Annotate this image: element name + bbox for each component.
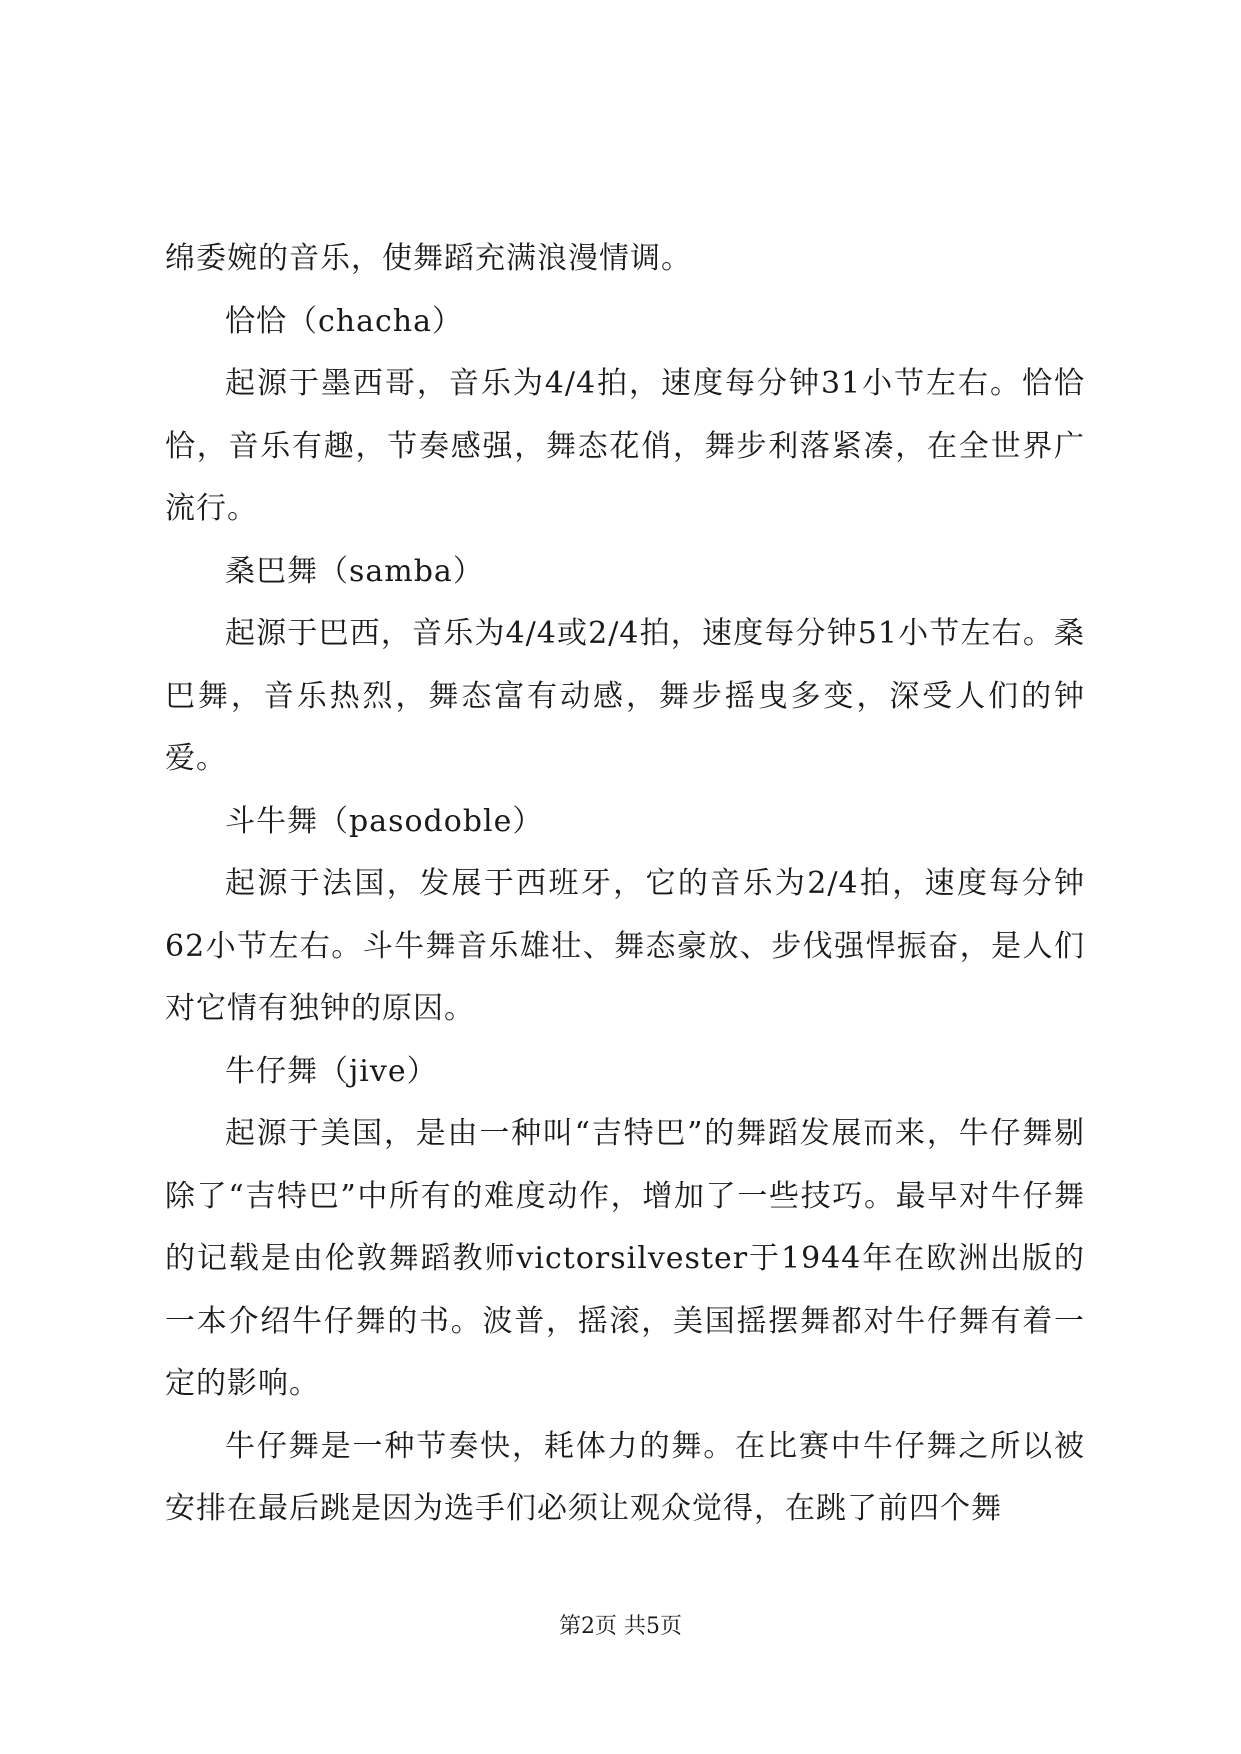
paragraph-continuation: 绵委婉的音乐，使舞蹈充满浪漫情调。 [165, 241, 692, 276]
heading-chacha: 恰恰（chacha） [225, 303, 464, 339]
heading-samba: 桑巴舞（samba） [225, 553, 484, 589]
heading-pasodoble: 斗牛舞（pasodoble） [225, 803, 544, 839]
paragraph-chacha: 起源于墨西哥，音乐为4/4拍，速度每分钟31小节左右。恰恰恰，音乐有趣，节奏感强，舞态花俏，舞步利落紧凑，在全世界广流行。 [165, 366, 1085, 526]
heading-jive: 牛仔舞（jive） [225, 1053, 438, 1089]
paragraph-jive-competition: 牛仔舞是一种节奏快，耗体力的舞。在比赛中牛仔舞之所以被安排在最后跳是因为选手们必须让观众觉得，在跳了前四个舞 [165, 1428, 1085, 1526]
body-text [165, 228, 1085, 1541]
paragraph-samba: 起源于巴西，音乐为4/4或2/4拍，速度每分钟51小节左右。桑巴舞，音乐热烈，舞态富有动感，舞步摇曳多变，深受人们的钟爱。 [165, 616, 1085, 776]
paragraph-pasodoble: 起源于法国，发展于西班牙，它的音乐为2/4拍，速度每分钟62小节左右。斗牛舞音乐雄壮、舞态豪放、步伐强悍振奋，是人们对它情有独钟的原因。 [165, 866, 1085, 1026]
paragraph-jive: 起源于美国，是由一种叫“吉特巴”的舞蹈发展而来，牛仔舞剔除了“吉特巴”中所有的难度动作，增加了一些技巧。最早对牛仔舞的记载是由伦敦舞蹈教师victorsilvester于1944年在欧洲出版的一本介绍牛仔舞的书。波普，摇滚，美国摇摆舞都对牛仔舞有着一定的影响。 [165, 1116, 1085, 1401]
page-footer: 第2页 共5页 [559, 1614, 682, 1639]
